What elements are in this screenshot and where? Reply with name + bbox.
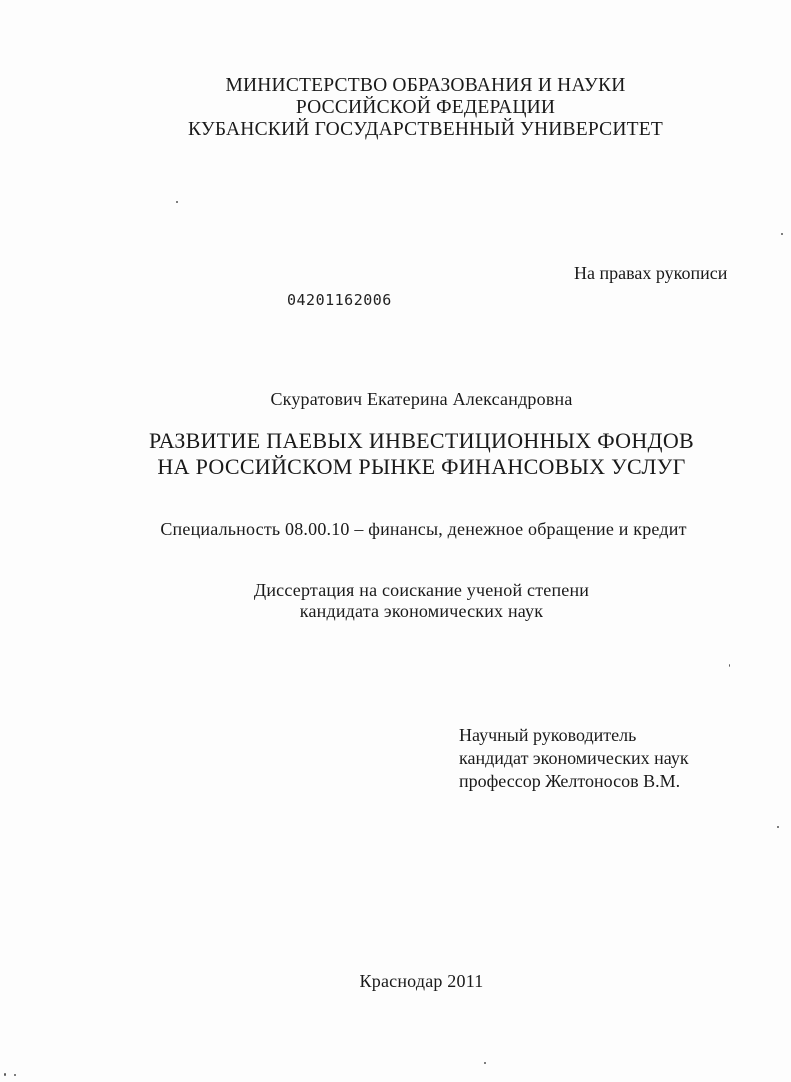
scan-speck	[176, 201, 178, 203]
supervisor-line-2: кандидат экономических наук	[459, 748, 689, 768]
header-line-1: МИНИСТЕРСТВО ОБРАЗОВАНИЯ И НАУКИ	[225, 75, 626, 96]
scan-speck	[777, 826, 779, 828]
scan-speck	[4, 1073, 6, 1076]
header-line-3: КУБАНСКИЙ ГОСУДАРСТВЕННЫЙ УНИВЕРСИТЕТ	[188, 119, 663, 140]
header-line-2: РОССИЙСКОЙ ФЕДЕРАЦИИ	[295, 97, 556, 118]
scan-speck	[14, 1074, 16, 1076]
degree-line-2: кандидата экономических наук	[299, 601, 544, 621]
registration-number: 04201162006	[287, 291, 392, 309]
degree-statement	[26, 580, 791, 622]
dissertation-title	[26, 428, 791, 480]
supervisor-line-1: Научный руководитель	[459, 725, 637, 745]
scan-speck	[729, 664, 730, 667]
title-line-2: НА РОССИЙСКОМ РЫНКЕ ФИНАНСОВЫХ УСЛУГ	[157, 454, 686, 479]
degree-line-1: Диссертация на соискание ученой степени	[253, 580, 590, 600]
author-name: Скуратович Екатерина Александровна	[270, 389, 573, 409]
specialty: Специальность 08.00.10 – финансы, денежное обращение и кредит	[160, 519, 687, 539]
manuscript-note: На правах рукописи	[574, 263, 728, 283]
supervisor-line-3: профессор Желтоносов В.М.	[459, 771, 681, 791]
scan-speck	[781, 233, 783, 235]
title-line-1: РАЗВИТИЕ ПАЕВЫХ ИНВЕСТИЦИОННЫХ ФОНДОВ	[148, 428, 695, 453]
scan-speck	[484, 1062, 486, 1064]
place-year: Краснодар 2011	[359, 971, 484, 991]
supervisor-block	[459, 724, 689, 793]
ministry-header	[30, 75, 791, 141]
